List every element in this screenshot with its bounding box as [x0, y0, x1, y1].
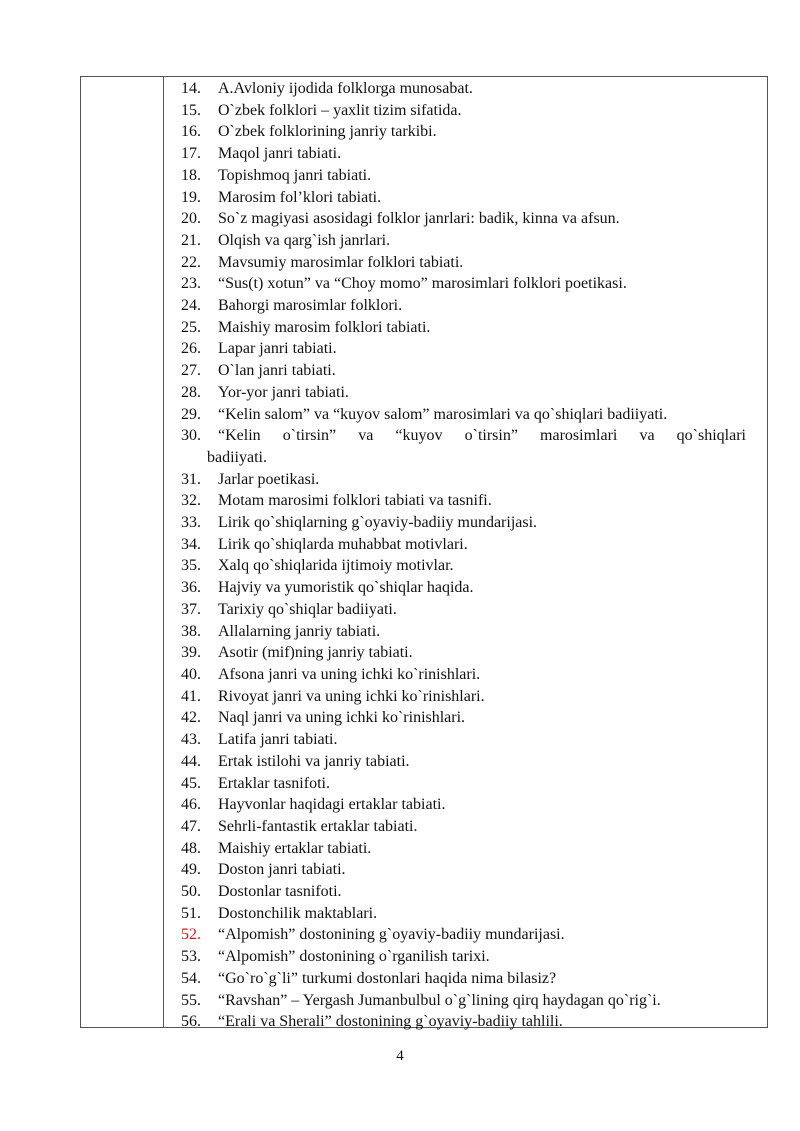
list-item [164, 881, 764, 903]
item-number: 42. [181, 709, 201, 727]
item-text: Lapar janri tabiati. [218, 340, 337, 358]
list-item [164, 382, 764, 404]
list-item [164, 338, 764, 360]
item-text: “Alpomish” dostonining g`oyaviy-badiiy mundarijasi. [218, 926, 565, 944]
item-number: 49. [181, 861, 201, 879]
list-item [164, 78, 764, 100]
item-text: Doston janri tabiati. [218, 861, 346, 879]
item-number: 16. [181, 123, 201, 141]
page-number: 4 [396, 1048, 404, 1064]
item-number: 47. [181, 817, 201, 835]
list-item [164, 187, 764, 209]
item-number: 26. [181, 340, 201, 358]
item-text: Maishiy ertaklar tabiati. [218, 839, 372, 857]
item-number: 30. [181, 427, 201, 445]
list-item [164, 946, 764, 968]
list-item [164, 295, 764, 317]
item-text: O`lan janri tabiati. [218, 362, 336, 380]
item-number: 25. [181, 318, 201, 336]
list-item [164, 100, 764, 122]
list-item [164, 599, 764, 621]
item-text: “Kelin salom” va “kuyov salom” marosimlari va qo`shiqlari badiiyati. [218, 405, 668, 423]
item-number: 45. [181, 774, 201, 792]
list-item [164, 360, 764, 382]
item-number: 40. [181, 665, 201, 683]
item-text: “Kelin o`tirsin” va “kuyov o`tirsin” marosimlari va qo`shiqlari [218, 427, 746, 445]
list-item [164, 686, 764, 708]
item-text: So`z magiyasi asosidagi folklor janrlari: badik, kinna va afsun. [218, 210, 620, 228]
list-item [164, 317, 764, 339]
item-number: 56. [181, 1013, 201, 1031]
item-number: 44. [181, 752, 201, 770]
list-item [164, 404, 764, 426]
item-text: Ertak istilohi va janriy tabiati. [218, 752, 410, 770]
item-number: 37. [181, 600, 201, 618]
item-text: Topishmoq janri tabiati. [218, 166, 372, 184]
item-text: Rivoyat janri va uning ichki ko`rinishlari. [218, 687, 485, 705]
item-number: 41. [181, 687, 201, 705]
item-number: 35. [181, 557, 201, 575]
list-item [164, 729, 764, 751]
item-number: 27. [181, 362, 201, 380]
item-text: Latifa janri tabiati. [218, 731, 338, 749]
item-text: Lirik qo`shiqlarning g`oyaviy-badiiy mundarijasi. [218, 514, 538, 532]
list-item [164, 664, 764, 686]
list-item [164, 990, 764, 1012]
item-text: Ertaklar tasnifoti. [218, 774, 330, 792]
list-item [164, 230, 764, 252]
list-item [164, 165, 764, 187]
item-text: “Go`ro`g`li” turkumi dostonlari haqida nima bilasiz? [218, 969, 557, 987]
item-text: Hayvonlar haqidagi ertaklar tabiati. [218, 796, 446, 814]
item-number: 55. [181, 991, 201, 1009]
list-item [164, 425, 764, 468]
item-text: “Sus(t) xotun” va “Choy momo” marosimlari folklori poetikasi. [218, 275, 627, 293]
item-text: Maishiy marosim folklori tabiati. [218, 318, 431, 336]
item-number: 54. [181, 969, 201, 987]
item-text: Yor-yor janri tabiati. [218, 383, 349, 401]
list-item [164, 534, 764, 556]
list-item [164, 751, 764, 773]
list-item [164, 577, 764, 599]
list-item [164, 794, 764, 816]
item-text: Marosim fol’klori tabiati. [218, 188, 382, 206]
item-number: 15. [181, 101, 201, 119]
list-item [164, 924, 764, 946]
item-text: Dostonchilik maktablari. [218, 904, 378, 922]
item-number: 43. [181, 731, 201, 749]
item-number: 46. [181, 796, 201, 814]
item-number: 32. [181, 492, 201, 510]
item-text: Xalq qo`shiqlarida ijtimoiy motivlar. [218, 557, 454, 575]
list-item [164, 621, 764, 643]
item-number: 53. [181, 948, 201, 966]
list-item [164, 838, 764, 860]
list-item [164, 642, 764, 664]
item-number: 31. [181, 470, 201, 488]
item-text-continuation: badiiyati. [207, 448, 267, 466]
item-number: 33. [181, 514, 201, 532]
item-text: Allalarning janriy tabiati. [218, 622, 381, 640]
item-number: 21. [181, 231, 201, 249]
list-item [164, 1011, 764, 1033]
item-text: “Erali va Sherali” dostonining g`oyaviy-badiiy tahlili. [218, 1013, 563, 1031]
item-number: 34. [181, 535, 201, 553]
item-text: Bahorgi marosimlar folklori. [218, 297, 403, 315]
question-list [164, 78, 764, 1033]
list-item [164, 512, 764, 534]
item-text: Asotir (mif)ning janriy tabiati. [218, 644, 413, 662]
list-item [164, 273, 764, 295]
item-text: Sehrli-fantastik ertaklar tabiati. [218, 817, 418, 835]
item-number: 39. [181, 644, 201, 662]
list-item [164, 859, 764, 881]
item-number: 52. [181, 926, 201, 944]
item-number: 24. [181, 297, 201, 315]
list-item [164, 773, 764, 795]
item-text: Jarlar poetikasi. [218, 470, 320, 488]
list-item [164, 903, 764, 925]
item-text: Lirik qo`shiqlarda muhabbat motivlari. [218, 535, 468, 553]
item-number: 51. [181, 904, 201, 922]
item-text: “Ravshan” – Yergash Jumanbulbul o`g`lining qirq haydagan qo`rig`i. [218, 991, 661, 1009]
item-number: 29. [181, 405, 201, 423]
item-number: 17. [181, 145, 201, 163]
item-text: “Alpomish” dostonining o`rganilish tarixi. [218, 948, 490, 966]
item-number: 36. [181, 579, 201, 597]
item-number: 22. [181, 253, 201, 271]
list-item [164, 121, 764, 143]
item-number: 14. [181, 80, 201, 97]
item-number: 38. [181, 622, 201, 640]
item-number: 19. [181, 188, 201, 206]
list-item [164, 469, 764, 491]
list-item [164, 208, 764, 230]
item-text: Olqish va qarg`ish janrlari. [218, 231, 391, 249]
list-item [164, 707, 764, 729]
item-number: 48. [181, 839, 201, 857]
item-number: 28. [181, 383, 201, 401]
list-item [164, 252, 764, 274]
list-item [164, 968, 764, 990]
item-text: Naql janri va uning ichki ko`rinishlari. [218, 709, 466, 727]
item-number: 20. [181, 210, 201, 228]
item-number: 50. [181, 883, 201, 901]
list-item [164, 490, 764, 512]
item-text: Hajviy va yumoristik qo`shiqlar haqida. [218, 579, 474, 597]
item-text: Maqol janri tabiati. [218, 145, 342, 163]
item-number: 23. [181, 275, 201, 293]
list-item [164, 143, 764, 165]
item-text: Mavsumiy marosimlar folklori tabiati. [218, 253, 464, 271]
list-item [164, 816, 764, 838]
item-text: Dostonlar tasnifoti. [218, 883, 342, 901]
item-text: O`zbek folklori – yaxlit tizim sifatida. [218, 101, 462, 119]
item-text: Afsona janri va uning ichki ko`rinishlari. [218, 665, 481, 683]
item-text: A.Avloniy ijodida folklorga munosabat. [218, 80, 473, 97]
list-item [164, 555, 764, 577]
item-number: 18. [181, 166, 201, 184]
item-text: O`zbek folklorining janriy tarkibi. [218, 123, 437, 141]
item-text: Tarixiy qo`shiqlar badiiyati. [218, 600, 397, 618]
item-text: Motam marosimi folklori tabiati va tasnifi. [218, 492, 492, 510]
